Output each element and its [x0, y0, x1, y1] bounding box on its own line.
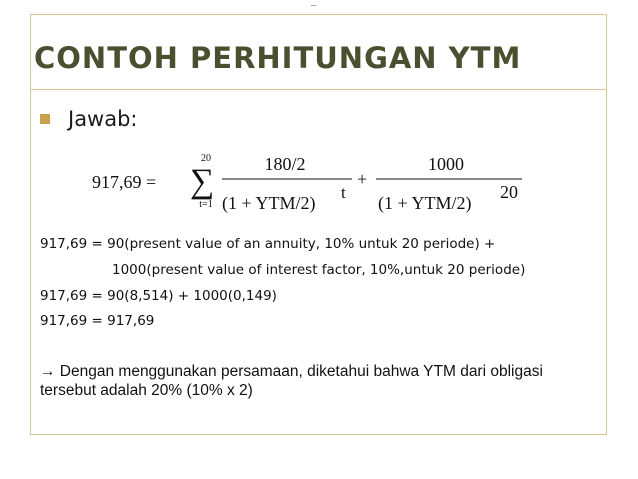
conclusion-text: Dengan menggunakan persamaan, diketahui bahwa YTM dari obligasi tersebut adalah 20% (10% x 2): [40, 363, 543, 399]
calc-line-3: 917,69 = 90(8,514) + 1000(0,149): [40, 288, 277, 304]
term1-numerator: 180/2: [264, 154, 306, 174]
term2-numerator: 1000: [428, 154, 464, 174]
conclusion-note: [40, 362, 600, 400]
term1-denominator: (1 + YTM/2): [222, 193, 316, 213]
ytm-formula: [0, 0, 638, 220]
sigma-lower: t=1: [199, 199, 213, 210]
bottom-border: [30, 434, 607, 435]
arrow-right-icon: →: [40, 363, 56, 380]
slide-title: CONTOH PERHITUNGAN YTM: [34, 41, 522, 75]
calc-line-4: 917,69 = 917,69: [40, 313, 155, 329]
term2-denominator: (1 + YTM/2): [378, 193, 472, 213]
term2-exponent: 20: [500, 182, 518, 202]
calc-line-1: 917,69 = 90(present value of an annuity, 10% untuk 20 periode) +: [40, 236, 496, 252]
top-mark: –: [311, 0, 317, 11]
term1-exponent: t: [341, 183, 346, 202]
bullet-label: Jawab:: [68, 107, 138, 131]
formula-plus: +: [357, 169, 368, 189]
formula-svg: [0, 0, 638, 220]
formula-lhs: 917,69 =: [92, 172, 157, 192]
sigma-upper: 20: [201, 153, 211, 164]
calc-line-2: 1000(present value of interest factor, 10%,untuk 20 periode): [112, 262, 526, 278]
sigma-icon: ∑: [190, 163, 215, 200]
